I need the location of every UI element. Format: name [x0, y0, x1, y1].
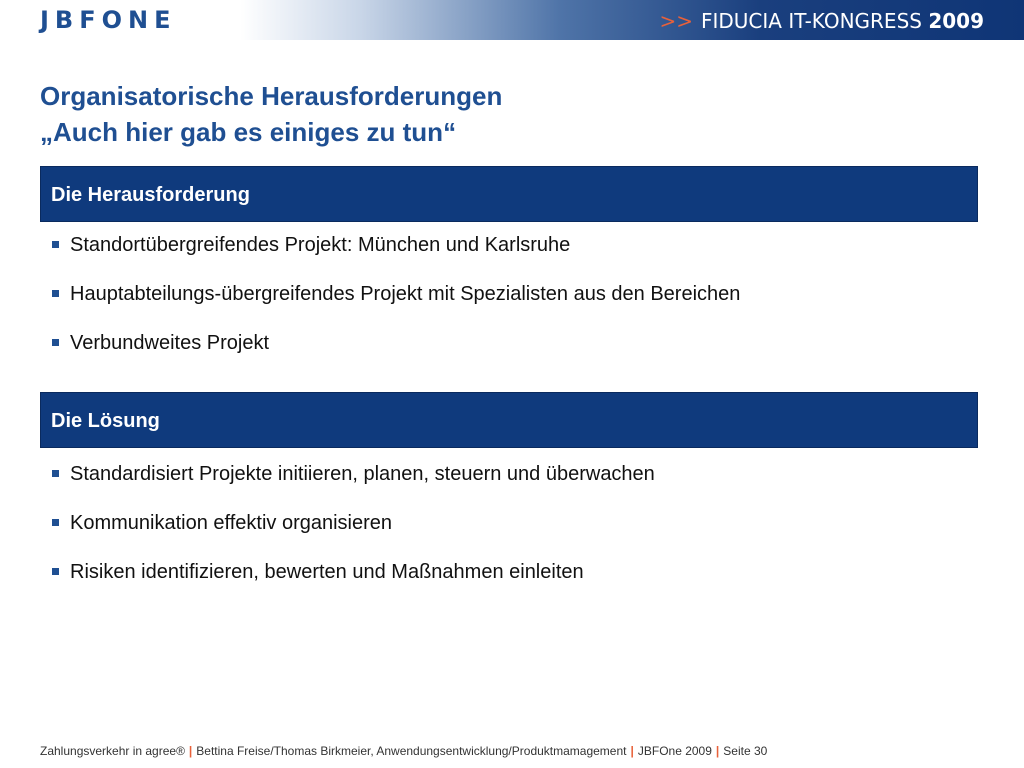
- square-bullet-icon: [52, 241, 59, 248]
- list-item-text: Standortübergreifendes Projekt: München und Karlsruhe: [70, 234, 571, 256]
- page-title: [40, 78, 980, 150]
- congress-name: FIDUCIA IT-KONGRESS: [700, 9, 922, 33]
- footer-authors: Bettina Freise/Thomas Birkmeier, Anwendungsentwicklung/Produktmamagement: [196, 744, 627, 758]
- list-item: [50, 233, 970, 282]
- footer-page-number: Seite 30: [723, 744, 768, 758]
- square-bullet-icon: [52, 470, 59, 477]
- list-item: [50, 331, 970, 380]
- section-bar-challenge: [40, 166, 978, 222]
- footer-brand: JBFOne 2009: [637, 744, 712, 758]
- footer-separator: |: [188, 744, 193, 758]
- page-title-line1: Organisatorische Herausforderungen: [40, 81, 503, 111]
- header-band: [0, 0, 1024, 40]
- footer: [40, 742, 1000, 760]
- congress-title: [659, 8, 984, 34]
- page-title-line2: „Auch hier gab es einiges zu tun“: [40, 117, 457, 147]
- list-item-text: Hauptabteilungs-übergreifendes Projekt mit Spezialisten aus den Bereichen: [70, 283, 741, 305]
- list-item: [50, 560, 970, 609]
- list-item: [50, 282, 970, 331]
- square-bullet-icon: [52, 339, 59, 346]
- list-item-text: Standardisiert Projekte initiieren, planen, steuern und überwachen: [70, 463, 655, 485]
- list-item-text: Risiken identifizieren, bewerten und Maßnahmen einleiten: [70, 561, 584, 583]
- footer-separator: |: [715, 744, 720, 758]
- square-bullet-icon: [52, 519, 59, 526]
- list-item: [50, 511, 970, 560]
- section-heading-solution: Die Lösung: [51, 410, 160, 432]
- footer-separator: |: [630, 744, 634, 758]
- footer-topic: Zahlungsverkehr in agree®: [40, 744, 185, 758]
- jbfone-logo: JBFONE: [40, 6, 177, 34]
- congress-year: 2009: [928, 9, 984, 33]
- double-arrow-icon: >>: [659, 9, 693, 33]
- square-bullet-icon: [52, 290, 59, 297]
- list-item-text: Kommunikation effektiv organisieren: [70, 512, 393, 534]
- challenge-list: [50, 233, 970, 380]
- section-bar-solution: [40, 392, 978, 448]
- section-heading-challenge: Die Herausforderung: [51, 184, 250, 206]
- list-item-text: Verbundweites Projekt: [70, 332, 270, 354]
- list-item: [50, 462, 970, 511]
- square-bullet-icon: [52, 568, 59, 575]
- solution-list: [50, 462, 970, 609]
